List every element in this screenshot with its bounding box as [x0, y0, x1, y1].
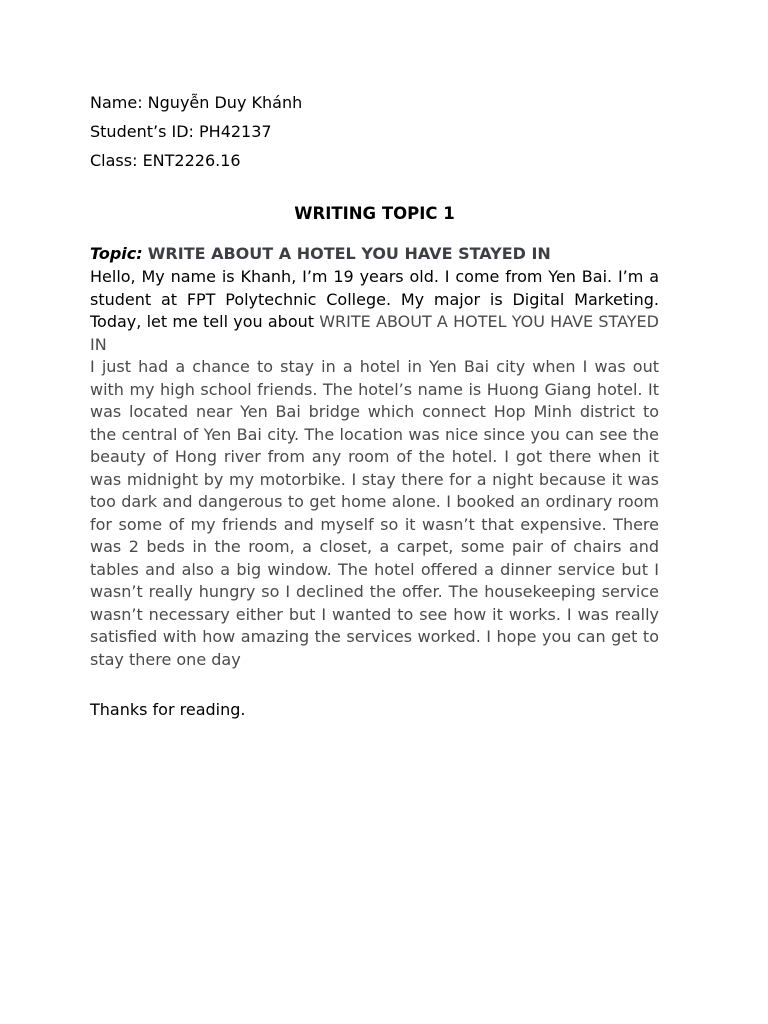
intro-text: Hello, My name is Khanh, I’m 19 years old. I come from Yen Bai. I’m a student at FPT Polytechnic College. My major is Digital Marketing. Today, let me tell you about — [90, 267, 659, 331]
intro-topic-highlight: WRITE ABOUT A HOTEL YOU HAVE STAYED IN — [90, 312, 659, 354]
student-id: Student’s ID: PH42137 — [90, 122, 272, 141]
document-title: WRITING TOPIC 1 — [294, 204, 455, 223]
body-paragraph: I just had a chance to stay in a hotel in Yen Bai city when I was out with my high school friends. The hotel’s name is Huong Giang hotel. It was located near Yen Bai bridge which connect Hop Minh district to the central of Yen Bai city. The location was nice since you can see the beauty of Hong river from any room of the hotel. I got there when it was midnight by my motorbike. I stay there for a night because it was too dark and dangerous to get home alone. I booked an ordinary room for some of my friends and myself so it wasn’t that expensive. There was 2 beds in the room, a closet, a carpet, some pair of chairs and tables and also a big window. The hotel offered a dinner service but I wasn’t really hungry so I declined the offer. The housekeeping service wasn’t necessary either but I wanted to see how it works. I was really satisfied with how amazing the services worked. I hope you can get to stay there one day — [90, 357, 659, 669]
topic-heading — [90, 242, 659, 266]
paragraph-spacer — [90, 671, 659, 699]
student-name: Name: Nguyễn Duy Khánh — [90, 93, 303, 112]
student-class: Class: ENT2226.16 — [90, 151, 241, 170]
topic-title: WRITE ABOUT A HOTEL YOU HAVE STAYED IN — [147, 244, 551, 263]
closing-line: Thanks for reading. — [90, 700, 246, 719]
topic-label: Topic: — [90, 244, 143, 263]
intro-paragraph — [90, 266, 659, 356]
document-body — [90, 90, 659, 722]
